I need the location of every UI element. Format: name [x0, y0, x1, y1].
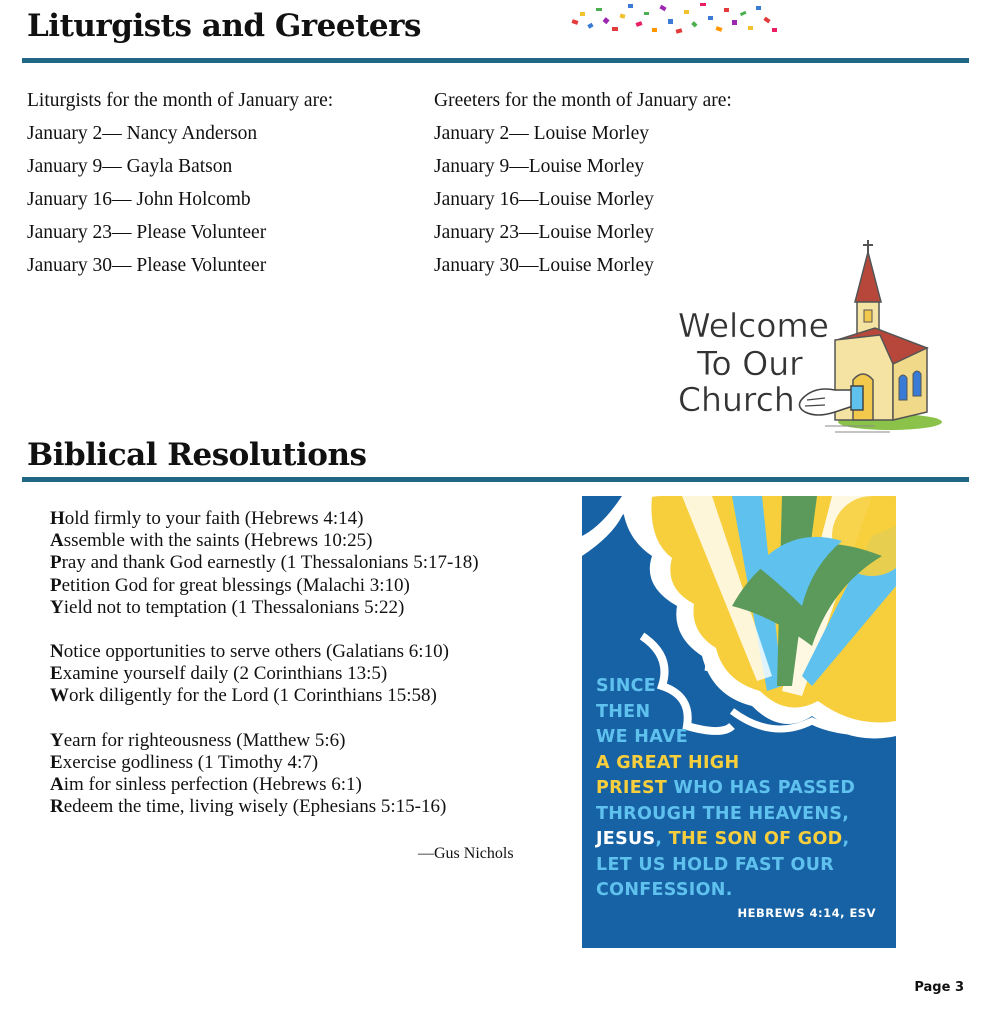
greeters-heading: Greeters for the month of January are: [434, 90, 732, 111]
resolution-line: Notice opportunities to serve others (Galatians 6:10) [50, 641, 449, 663]
poster-reference: HEBREWS 4:14, ESV [737, 906, 876, 920]
hebrews-poster [582, 496, 896, 948]
page-number: Page 3 [914, 980, 964, 995]
section-divider [22, 477, 969, 482]
resolution-line: Assemble with the saints (Hebrews 10:25) [50, 530, 373, 552]
liturgist-entry: January 23— Please Volunteer [27, 222, 267, 243]
to-our-text: To Our [697, 344, 803, 383]
confetti-decoration [566, 0, 781, 38]
resolution-line: Exercise godliness (1 Timothy 4:7) [50, 751, 319, 773]
liturgists-greeters-title: Liturgists and Greeters [27, 8, 421, 44]
greeter-entry: January 9—Louise Morley [434, 156, 645, 177]
resolution-line: Yield not to temptation (1 Thessalonians 5:22) [50, 596, 405, 618]
resolution-line: Petition God for great blessings (Malachi 3:10) [50, 574, 410, 596]
resolution-line: Pray and thank God earnestly (1 Thessalonians 5:17-18) [50, 552, 479, 574]
resolution-line: Hold firmly to your faith (Hebrews 4:14) [50, 508, 364, 529]
greeter-entry: January 16—Louise Morley [434, 189, 654, 210]
resolutions-list [50, 508, 479, 818]
greeter-entry: January 23—Louise Morley [434, 222, 654, 243]
welcome-text: Welcome [678, 306, 829, 345]
greeter-entry: January 2— Louise Morley [434, 123, 649, 144]
liturgist-entry: January 9— Gayla Batson [27, 156, 233, 177]
greeter-entry: January 30—Louise Morley [434, 255, 654, 276]
section-divider [22, 58, 969, 63]
resolution-line: Examine yourself daily (2 Corinthians 13:5) [50, 663, 388, 685]
resolution-line: Aim for sinless perfection (Hebrews 6:1) [50, 774, 362, 796]
church-text: Church [678, 380, 795, 419]
resolution-line: Yearn for righteousness (Matthew 5:6) [50, 729, 346, 751]
biblical-resolutions-title: Biblical Resolutions [27, 437, 367, 473]
liturgist-entry: January 2— Nancy Anderson [27, 123, 258, 144]
resolution-line: Work diligently for the Lord (1 Corinthians 15:58) [50, 685, 437, 707]
poster-verse: SINCE THEN WE HAVE A GREAT HIGH PRIEST WHO HAS PASSED THROUGH THE HEAVENS, JESUS, THE SON OF GOD, LET US HOLD FAST OUR CONFESSION. [596, 676, 856, 900]
liturgist-entry: January 16— John Holcomb [27, 189, 251, 210]
liturgists-heading: Liturgists for the month of January are: [27, 90, 334, 111]
liturgists-column [27, 84, 333, 282]
liturgist-entry: January 30— Please Volunteer [27, 255, 267, 276]
resolution-line: Redeem the time, living wisely (Ephesians 5:15-16) [50, 796, 447, 818]
author-attribution: —Gus Nichols [418, 845, 514, 862]
welcome-church-clipart [675, 240, 945, 440]
